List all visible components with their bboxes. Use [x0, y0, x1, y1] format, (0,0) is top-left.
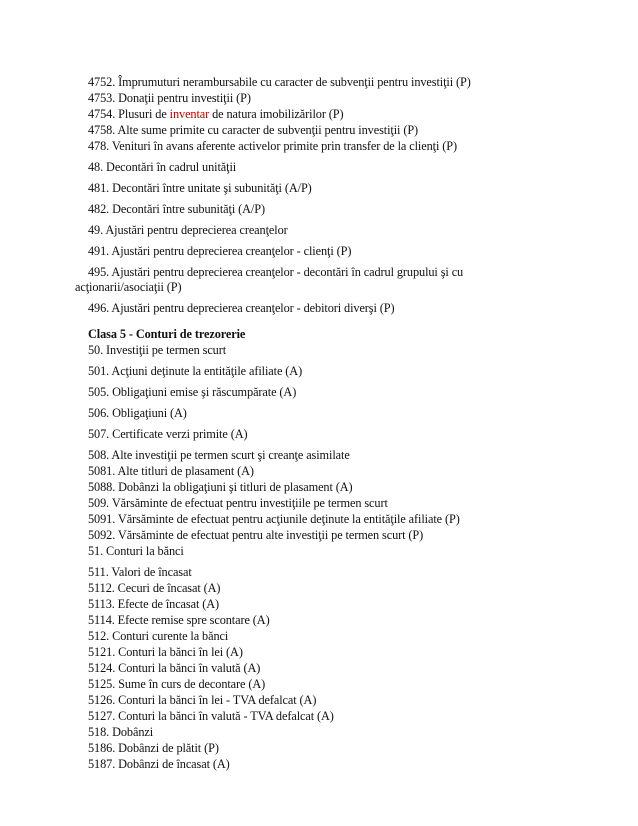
- account-482: 482. Decontări între subunităţi (A/P): [88, 202, 265, 216]
- account-518: 518. Dobânzi: [88, 725, 154, 739]
- account-5124: 5124. Conturi la bănci în valută (A): [88, 661, 261, 675]
- account-496: 496. Ajustări pentru deprecierea creanţelor - debitori diverşi (P): [88, 301, 395, 315]
- class-5-heading: Clasa 5 - Conturi de trezorerie: [88, 327, 246, 341]
- account-507: 507. Certificate verzi primite (A): [88, 427, 248, 441]
- account-506: 506. Obligaţiuni (A): [88, 406, 187, 420]
- account-4754-suffix: de natura imobilizărilor (P): [209, 107, 344, 121]
- account-49: 49. Ajustări pentru deprecierea creanţelor: [88, 223, 288, 237]
- account-481: 481. Decontări între unitate şi subunităţi (A/P): [88, 181, 312, 195]
- account-4752: 4752. Împrumuturi nerambursabile cu caracter de subvenţii pentru investiţii (P): [88, 75, 471, 89]
- account-5187: 5187. Dobânzi de încasat (A): [88, 757, 230, 771]
- account-505: 505. Obligaţiuni emise şi răscumpărate (A): [88, 385, 297, 399]
- account-5091: 5091. Vărsăminte de efectuat pentru acţiunile deţinute la entităţile afiliate (P): [88, 512, 460, 526]
- account-51: 51. Conturi la bănci: [88, 544, 184, 558]
- account-501: 501. Acţiuni deţinute la entităţile afiliate (A): [88, 364, 303, 378]
- account-509: 509. Vărsăminte de efectuat pentru investiţiile pe termen scurt: [88, 496, 388, 510]
- account-508: 508. Alte investiţii pe termen scurt şi creanţe asimilate: [88, 448, 350, 462]
- account-5112: 5112. Cecuri de încasat (A): [88, 581, 221, 595]
- account-5127: 5127. Conturi la bănci în valută - TVA defalcat (A): [88, 709, 334, 723]
- account-4754-prefix: 4754. Plusuri de: [88, 107, 170, 121]
- account-4758: 4758. Alte sume primite cu caracter de subvenţii pentru investiţii (P): [88, 123, 419, 137]
- account-495-continuation: acţionarii/asociaţii (P): [75, 280, 182, 294]
- account-5126: 5126. Conturi la bănci în lei - TVA defalcat (A): [88, 693, 317, 707]
- account-495: 495. Ajustări pentru deprecierea creanţelor - decontări în cadrul grupului şi cu: [88, 265, 464, 279]
- account-4754: [88, 107, 344, 122]
- account-5186: 5186. Dobânzi de plătit (P): [88, 741, 219, 755]
- account-5121: 5121. Conturi la bănci în lei (A): [88, 645, 243, 659]
- account-48: 48. Decontări în cadrul unităţii: [88, 160, 237, 174]
- account-5125: 5125. Sume în curs de decontare (A): [88, 677, 266, 691]
- inventar-link[interactable]: inventar: [169, 107, 210, 121]
- account-50: 50. Investiţii pe termen scurt: [88, 343, 227, 357]
- account-5092: 5092. Vărsăminte de efectuat pentru alte investiţii pe termen scurt (P): [88, 528, 424, 542]
- account-5113: 5113. Efecte de încasat (A): [88, 597, 220, 611]
- account-5114: 5114. Efecte remise spre scontare (A): [88, 613, 270, 627]
- account-512: 512. Conturi curente la bănci: [88, 629, 229, 643]
- account-5081: 5081. Alte titluri de plasament (A): [88, 464, 254, 478]
- account-511: 511. Valori de încasat: [88, 565, 192, 579]
- account-491: 491. Ajustări pentru deprecierea creanţelor - clienţi (P): [88, 244, 352, 258]
- account-4753: 4753. Donaţii pentru investiţii (P): [88, 91, 251, 105]
- account-478: 478. Venituri în avans aferente activelor primite prin transfer de la clienţi (P): [88, 139, 457, 153]
- account-5088: 5088. Dobânzi la obligaţiuni şi titluri de plasament (A): [88, 480, 353, 494]
